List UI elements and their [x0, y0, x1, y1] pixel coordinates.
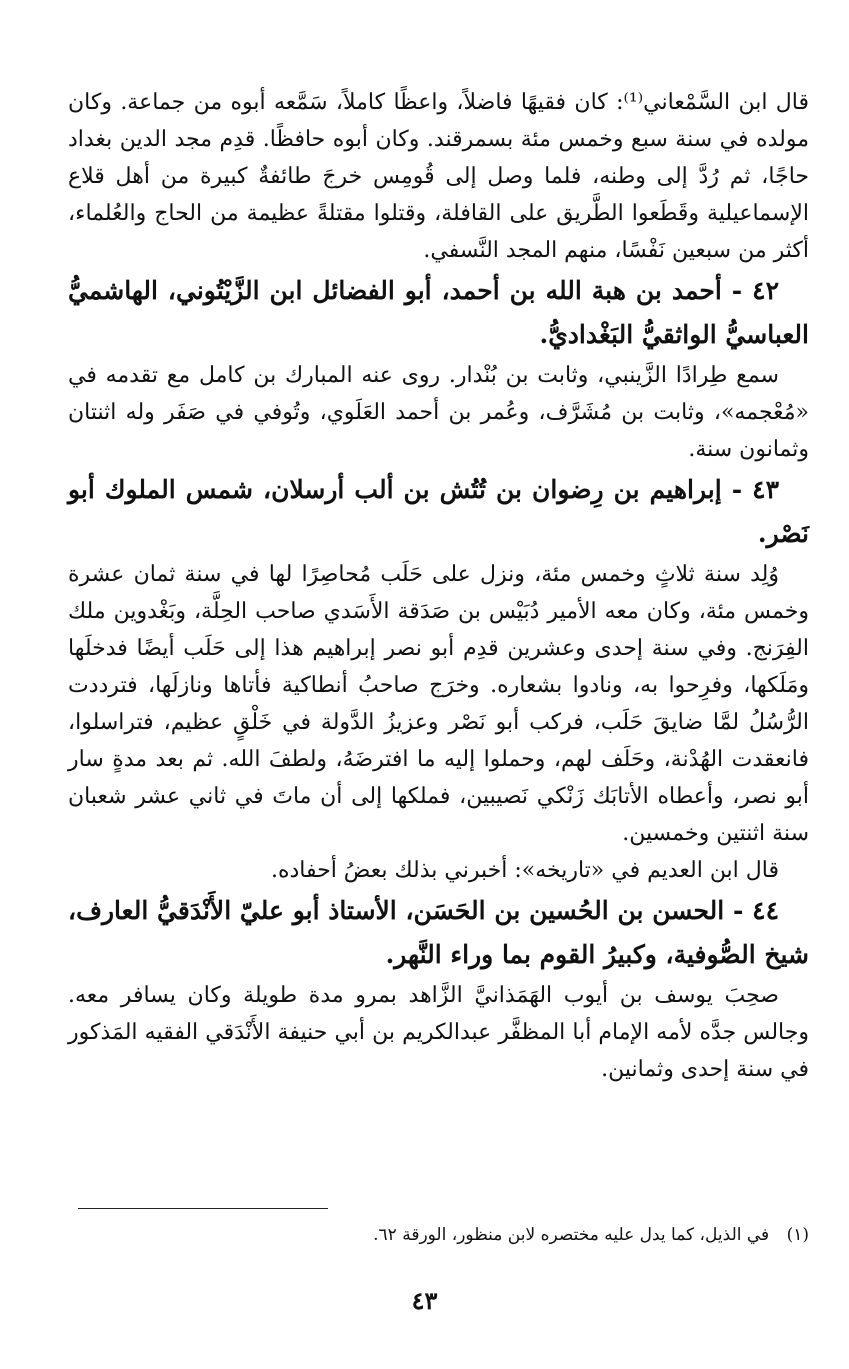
- footnote: [68, 1222, 809, 1248]
- footnote-divider: [78, 1208, 328, 1209]
- main-text: [68, 84, 809, 1088]
- footnote-marker: (١): [786, 1225, 809, 1245]
- page-number: ٤٣: [411, 1286, 438, 1315]
- footnote-text: في الذيل، كما يدل عليه مختصره لابن منظور، الورقة ٦٢.: [373, 1225, 770, 1245]
- paragraph-entry-43: وُلِد سنة ثلاثٍ وخمس مئة، ونزل على حَلَب مُحاصِرًا لها في سنة ثمان عشرة وخمس مئة، وكان معه الأمير دُبَيْس بن صَدَقة الأَسَدي صاحب الحِلَّة، وبَغْدوين ملك الفِرَنج. وفي سنة إحدى وعشرين قدِم أبو نصر إبراهيم هذا إلى حَلَب أيضًا فدخلَها ومَلَكها، وفرِحوا به، ونادوا بشعاره. وخرَج صاحبُ أنطاكية فأتاها ونازلَها، فترددت الرُّسُلُ لمَّا ضايقَ حَلَب، فركب أبو نَصْر وعزيزُ الدَّولة في خَلْقٍ عظيم، فتراسلوا، فانعقدت الهُدْنة، وحَلَف لهم، وحملوا إليه ما افترضَهُ، ولطفَ الله. ثم بعد مدةٍ سار أبو نصر، وأعطاه الأتابَك زَنْكي نَصيبين، فملكها إلى أن ماتَ في ثاني عشر شعبان سنة اثنتين وخمسين.: [68, 562, 809, 846]
- paragraph-entry-42: سمع طِرادًا الزَّينبي، وثابت بن بُنْدار. روى عنه المبارك بن كامل مع تقدمه في «مُعْجمه»، وثابت بن مُشَرَّف، وعُمر بن أحمد العَلَوي، وتُوفي في صَفَر وله اثنتان وثمانون سنة.: [68, 363, 809, 462]
- paragraph-samani: قال ابن السَّمْعاني⁽¹⁾: كان فقيهًا فاضلاً، واعظًا كاملاً، سَمَّعه أبوه من جماعة. وكان مولده في سنة سبع وخمس مئة بسمرقند. وكان أبوه حافظًا. قدِم مجد الدين بغداد حاجًا، ثم رُدَّ إلى وطنه، فلما وصل إلى قُومِس خرجَ طائفةٌ كبيرة من أهل قلاع الإسماعيلية وقَطَعوا الطَّريق على القافلة، وقتلوا مقتلةً عظيمة من الحاج والعُلماء، أكثر من سبعين نَفْسًا، منهم المجد النَّسفي.: [68, 90, 809, 263]
- paragraph-entry-44: صحِبَ يوسف بن أيوب الهَمَذانيَّ الزَّاهد بمرو مدة طويلة وكان يسافر معه. وجالس جدَّه لأمه الإمام أبا المظفَّر عبدالكريم بن أبي حنيفة الأَنْدَقي الفقيه المَذكور في سنة إحدى وثمانين.: [68, 983, 809, 1082]
- entry-heading-43: ٤٣ - إبراهيم بن رِضوان بن تُتُش بن ألب أرسلان، شمس الملوك أبو نَصْر.: [68, 475, 809, 548]
- paragraph-entry-43-quote: قال ابن العديم في «تاريخه»: أخبرني بذلك بعضُ أحفاده.: [270, 858, 779, 883]
- entry-heading-44: ٤٤ - الحسن بن الحُسين بن الحَسَن، الأستاذ أبو عليّ الأَنْدَقيُّ العارف، شيخ الصُّوفية، وكبيرُ القوم بما وراء النَّهر.: [68, 896, 809, 969]
- entry-heading-42: ٤٢ - أحمد بن هبة الله بن أحمد، أبو الفضائل ابن الزَّيْتُوني، الهاشميُّ العباسيُّ الواثقيُّ البَغْداديُّ.: [68, 276, 809, 349]
